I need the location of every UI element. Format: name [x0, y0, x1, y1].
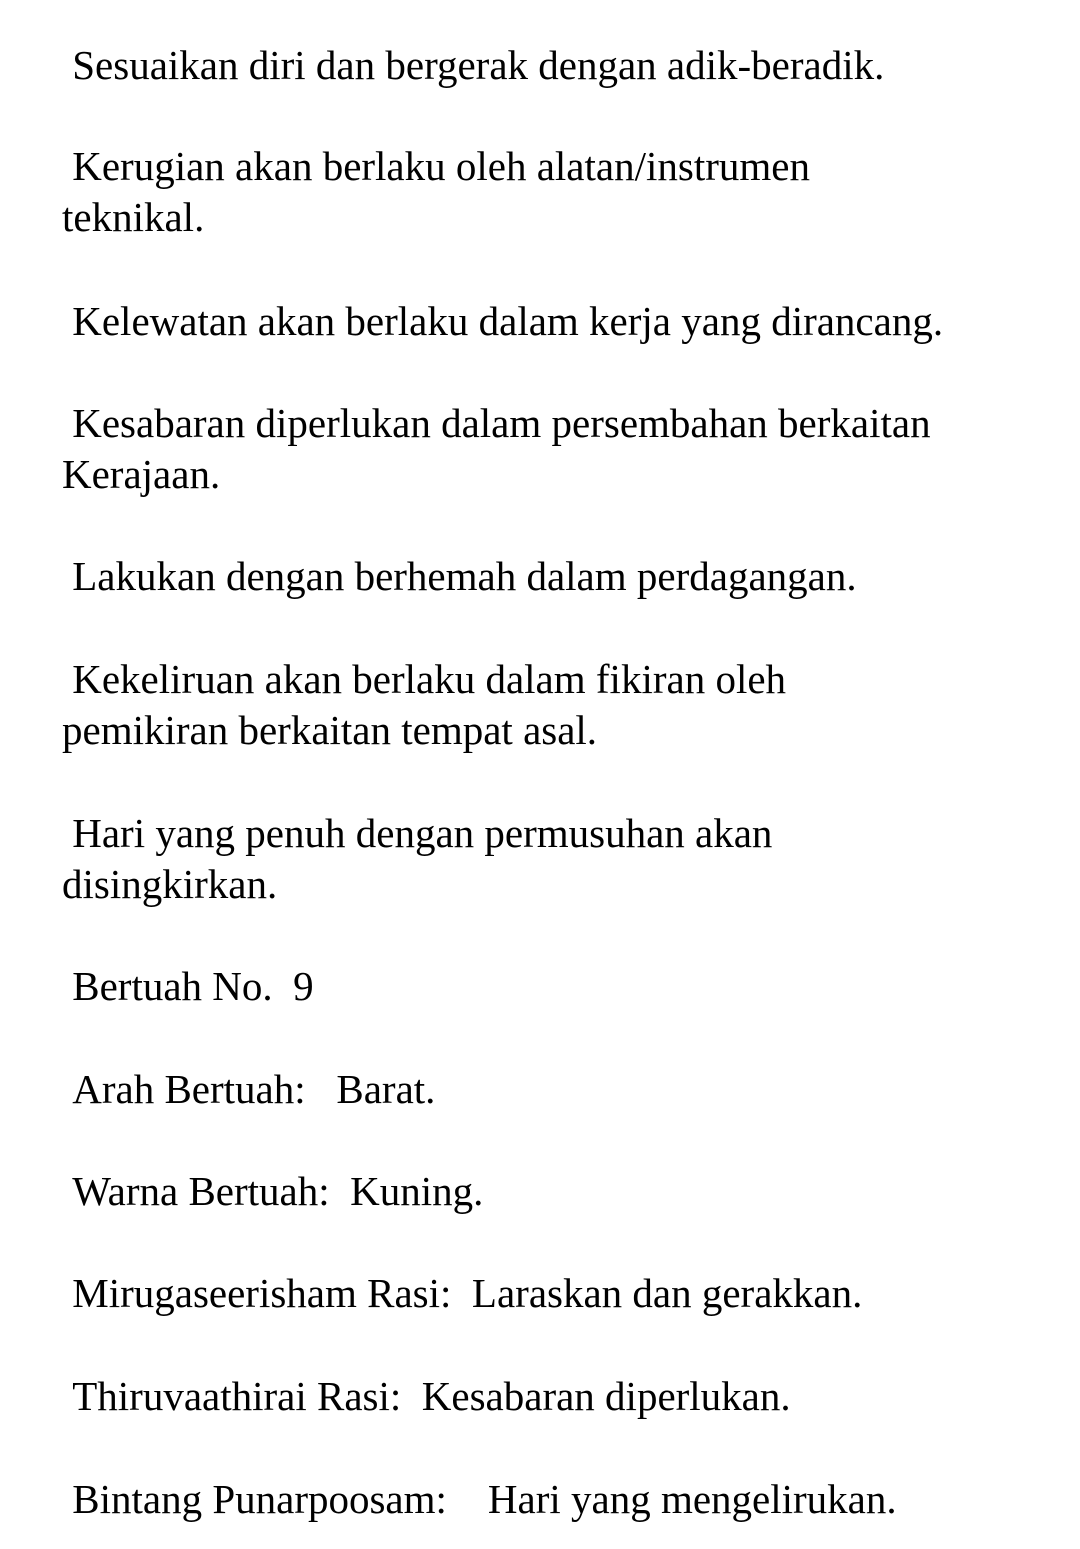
- lucky-number: Bertuah No. 9: [62, 963, 314, 1009]
- paragraph-hostility: Hari yang penuh dengan permusuhan akan disingkirkan.: [62, 810, 773, 907]
- paragraph-siblings: Sesuaikan diri dan bergerak dengan adik-beradik.: [62, 42, 885, 88]
- bintang-punarpoosam: Bintang Punarpoosam: Hari yang mengelirukan.: [62, 1476, 897, 1522]
- paragraph-delay: Kelewatan akan berlaku dalam kerja yang dirancang.: [62, 298, 944, 344]
- rasi-mirugaseerisham: Mirugaseerisham Rasi: Laraskan dan gerakkan.: [62, 1270, 863, 1316]
- paragraph-patience: Kesabaran diperlukan dalam persembahan berkaitan Kerajaan.: [62, 400, 931, 497]
- paragraph-technical-loss: Kerugian akan berlaku oleh alatan/instrumen teknikal.: [62, 143, 810, 240]
- paragraph-confusion: Kekeliruan akan berlaku dalam fikiran oleh pemikiran berkaitan tempat asal.: [62, 656, 787, 753]
- rasi-thiruvaathirai: Thiruvaathirai Rasi: Kesabaran diperlukan.: [62, 1373, 791, 1419]
- lucky-color: Warna Bertuah: Kuning.: [62, 1168, 484, 1214]
- lucky-direction: Arah Bertuah: Barat.: [62, 1066, 436, 1112]
- paragraph-trade: Lakukan dengan berhemah dalam perdagangan.: [62, 553, 857, 599]
- document-body: [62, 0, 1052, 1522]
